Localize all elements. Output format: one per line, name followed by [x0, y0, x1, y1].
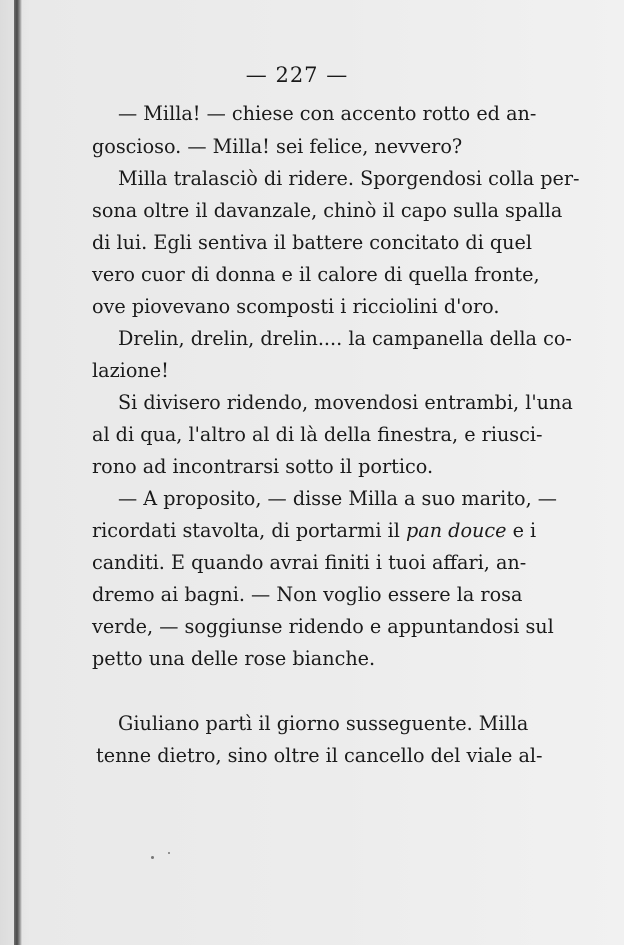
scan-speck: [168, 852, 170, 854]
page-number: — 227 —: [245, 63, 349, 87]
text-line: tenne dietro, sino oltre il cancello del viale al-: [96, 744, 543, 767]
text-line: Giuliano partì il giorno susseguente. Milla: [118, 712, 529, 735]
text-line: Si divisero ridendo, movendosi entrambi, l'una: [118, 391, 573, 414]
text-line: vero cuor di donna e il calore di quella fronte,: [92, 263, 540, 286]
text-line: verde, — soggiunse ridendo e appuntandosi sul: [92, 615, 554, 638]
text-line: ove piovevano scomposti i ricciolini d'oro.: [92, 295, 500, 318]
italic-phrase: pan douce: [405, 519, 507, 542]
text-line: dremo ai bagni. — Non voglio essere la rosa: [92, 583, 523, 606]
text-line: — A proposito, — disse Milla a suo marito, —: [118, 487, 557, 510]
text-span: ricordati stavolta, di portarmi il: [92, 519, 406, 542]
text-line: sona oltre il davanzale, chinò il capo sulla spalla: [92, 199, 563, 222]
text-line: petto una delle rose bianche.: [92, 647, 376, 670]
text-line: [92, 519, 536, 543]
text-line: lazione!: [92, 359, 169, 382]
text-line: al di qua, l'altro al di là della finestra, e riusci-: [92, 423, 543, 446]
text-line: goscioso. — Milla! sei felice, nevvero?: [92, 135, 463, 158]
scan-speck: [151, 856, 154, 859]
text-span: e i: [506, 519, 537, 542]
text-line: Milla tralasciò di ridere. Sporgendosi colla per-: [118, 167, 580, 190]
text-line: — Milla! — chiese con accento rotto ed an-: [118, 102, 537, 125]
text-line: canditi. E quando avrai finiti i tuoi affari, an-: [92, 551, 527, 574]
text-line: Drelin, drelin, drelin.... la campanella della co-: [118, 327, 572, 350]
binding-edge: [14, 0, 22, 945]
text-line: di lui. Egli sentiva il battere concitato di quel: [92, 231, 532, 254]
text-line: rono ad incontrarsi sotto il portico.: [92, 455, 434, 478]
